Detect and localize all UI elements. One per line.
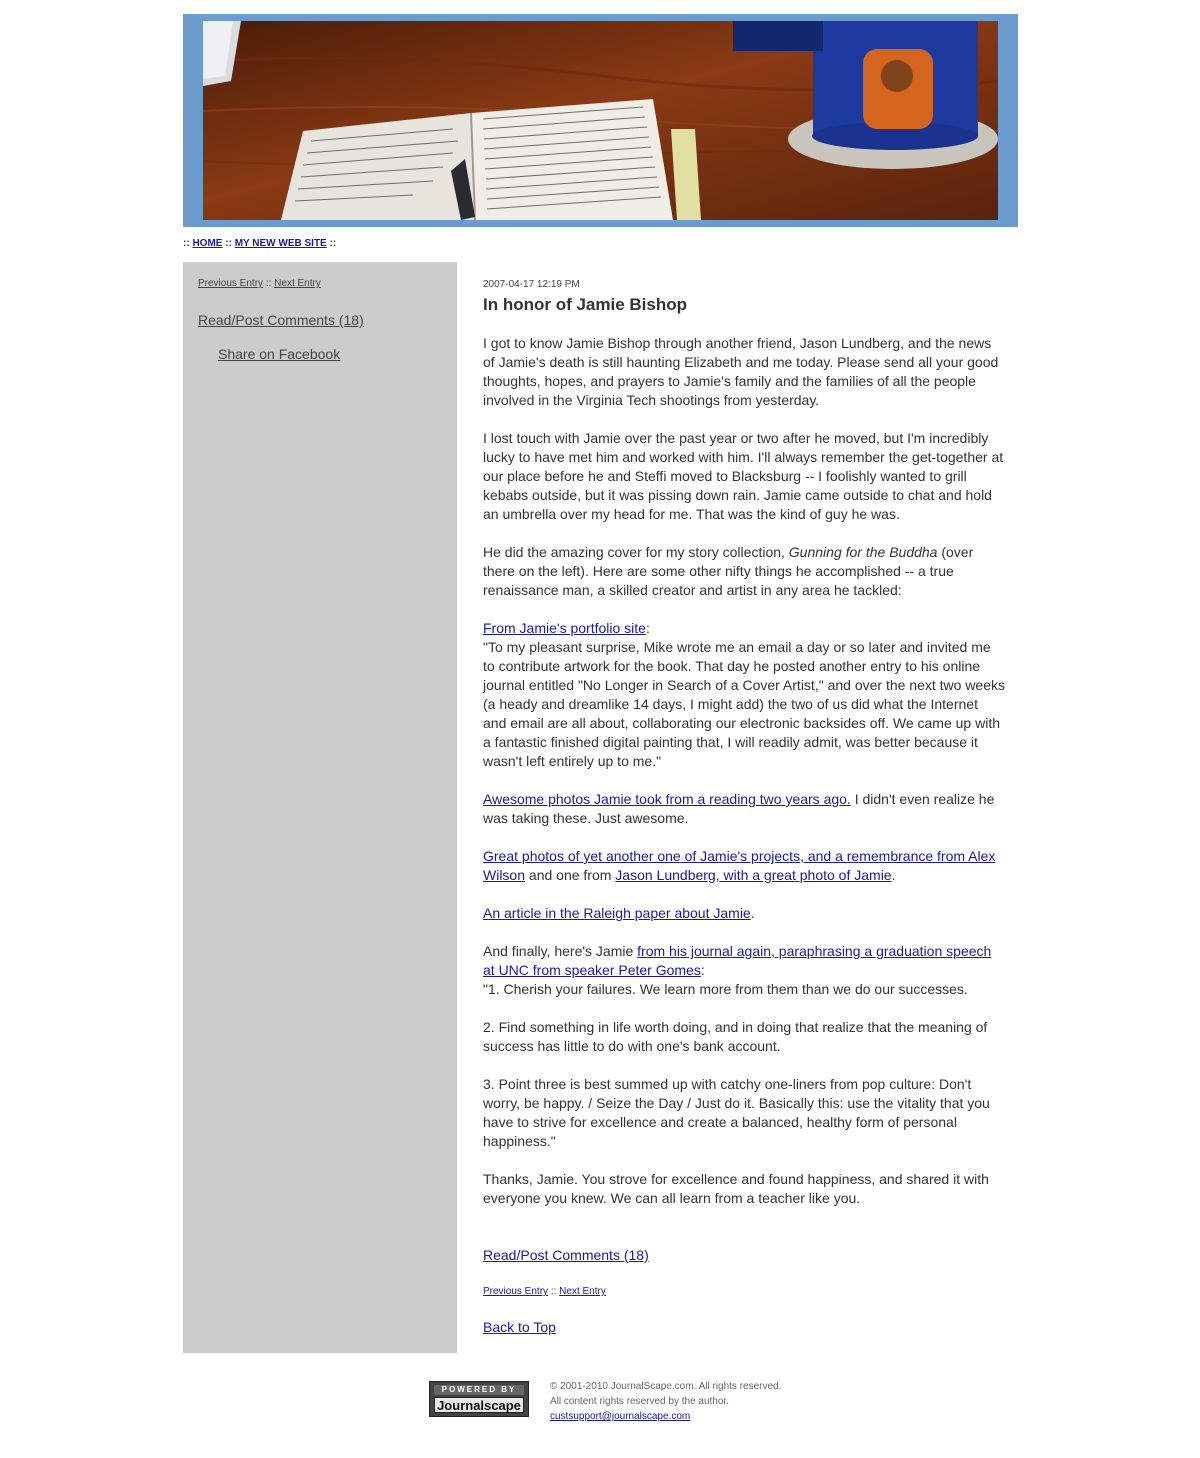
badge-top-text: POWERED BY bbox=[434, 1385, 524, 1395]
post-paragraph bbox=[483, 904, 1005, 923]
speech-quote: "1. Cherish your failures. We learn more from them than we do our successes. bbox=[483, 981, 968, 997]
nav-separator: :: bbox=[225, 238, 232, 249]
post-previous-entry-link[interactable]: Previous Entry bbox=[483, 1286, 549, 1297]
alex-wilson-remembrance-link[interactable]: Great photos of yet another one of Jamie's projects, and a remembrance from Alex Wilson bbox=[483, 848, 996, 883]
post-title: In honor of Jamie Bishop bbox=[483, 295, 688, 314]
rights-text: All content rights reserved by the author. bbox=[550, 1396, 729, 1407]
reading-photos-link[interactable]: Awesome photos Jamie took from a reading two years ago. bbox=[483, 791, 851, 807]
entry-nav-separator: :: bbox=[265, 278, 272, 289]
powered-by-journalscape-badge[interactable] bbox=[429, 1381, 529, 1417]
entry-nav-separator: :: bbox=[550, 1286, 557, 1297]
post-entry-nav bbox=[483, 1282, 1005, 1301]
my-new-web-site-link[interactable]: MY NEW WEB SITE bbox=[234, 238, 327, 249]
text-fragment: He did the amazing cover for my story collection, bbox=[483, 544, 789, 560]
back-to-top-link[interactable]: Back to Top bbox=[483, 1319, 556, 1335]
post-paragraph bbox=[483, 847, 1005, 885]
post-paragraph bbox=[483, 543, 1005, 600]
post-comments-link[interactable]: Read/Post Comments (18) bbox=[483, 1247, 649, 1263]
post-body bbox=[483, 334, 1005, 1337]
sidebar-entry-nav bbox=[198, 278, 321, 289]
sidebar bbox=[183, 262, 457, 1353]
header-photo-illustration bbox=[203, 21, 998, 220]
support-email-link[interactable]: custsupport@journalscape.com bbox=[550, 1411, 691, 1422]
post-paragraph: 2. Find something in life worth doing, and in doing that realize that the meaning of success has little to do with one's bank account. bbox=[483, 1019, 988, 1054]
share-on-facebook-link[interactable]: Share on Facebook bbox=[218, 346, 341, 362]
text-fragment: And finally, here's Jamie bbox=[483, 943, 638, 959]
sidebar-previous-entry-link[interactable]: Previous Entry bbox=[198, 278, 264, 289]
header-banner bbox=[183, 14, 1018, 227]
book-title: Gunning for the Buddha bbox=[788, 544, 938, 560]
text-fragment: I didn't even realize he was taking these. Just awesome. bbox=[483, 791, 995, 826]
post-paragraph bbox=[483, 942, 1005, 999]
post-content bbox=[483, 278, 1005, 1356]
header-photo-notebook-and-mug bbox=[203, 21, 998, 220]
portfolio-site-link[interactable]: From Jamie's portfolio site bbox=[483, 620, 646, 636]
footer bbox=[429, 1381, 829, 1431]
raleigh-article-link[interactable]: An article in the Raleigh paper about Jamie bbox=[483, 905, 751, 921]
post-paragraph: Thanks, Jamie. You strove for excellence and found happiness, and shared it with everyone you knew. We can all learn from a teacher like you. bbox=[483, 1171, 989, 1206]
footer-text bbox=[550, 1379, 781, 1424]
post-paragraph: 3. Point three is best summed up with catchy one-liners from pop culture: Don't worry, be happy. / Seize the Day / Just do it. Basically this: use the vitality that you have to strive for excellence and create a balanced, healthy form of personal happiness." bbox=[483, 1076, 990, 1149]
post-paragraph bbox=[483, 790, 1005, 828]
sidebar-comments-link[interactable]: Read/Post Comments (18) bbox=[198, 312, 364, 328]
text-fragment: . bbox=[891, 867, 896, 883]
nav-separator: :: bbox=[329, 238, 337, 249]
text-fragment: : bbox=[645, 620, 650, 636]
post-comments-row bbox=[483, 1246, 1005, 1265]
post-paragraph bbox=[483, 619, 1005, 771]
sidebar-next-entry-link[interactable]: Next Entry bbox=[274, 278, 321, 289]
back-to-top-row bbox=[483, 1318, 1005, 1337]
post-next-entry-link[interactable]: Next Entry bbox=[559, 1286, 606, 1297]
top-nav bbox=[183, 238, 336, 249]
jason-lundberg-photo-link[interactable]: Jason Lundberg, with a great photo of Jamie bbox=[615, 867, 892, 883]
text-fragment: (over there on the left). Here are some other nifty things he accomplished -- a true renaissance man, a skilled creator and artist in any area he tackled: bbox=[483, 544, 974, 598]
text-fragment: . bbox=[750, 905, 755, 921]
badge-brand-text: Journalscape bbox=[434, 1397, 524, 1413]
home-link[interactable]: HOME bbox=[192, 238, 223, 249]
portfolio-quote: "To my pleasant surprise, Mike wrote me an email a day or so later and invited me to contribute artwork for the book. That day he posted another entry to his online journal entitled "No Longer in Search of a Cover Artist," and over the next two weeks (a heady and dreamlike 14 days, I might add) the two of us did what the Internet and email are all about, collaborating our electronic backsides off. We came up with a fantastic finished digital painting that, I will readily admit, was better because it wasn't left entirely up to me." bbox=[483, 639, 1005, 769]
graduation-speech-link[interactable]: from his journal again, paraphrasing a graduation speech at UNC from speaker Peter Gomes bbox=[483, 943, 992, 978]
post-date: 2007-04-17 12:19 PM bbox=[483, 279, 580, 290]
post-paragraph: I lost touch with Jamie over the past year or two after he moved, but I'm incredibly lucky to have met him and worked with him. I'll always remember the get-together at our place before he and Steffi moved to Blacksburg -- I foolishly wanted to grill kebabs outside, but it was pissing down rain. Jamie came outside to chat and hold an umbrella over my head for me. That was the kind of guy he was. bbox=[483, 430, 1004, 522]
text-fragment: : bbox=[700, 962, 705, 978]
text-fragment: and one from bbox=[525, 867, 616, 883]
post-paragraph: I got to know Jamie Bishop through another friend, Jason Lundberg, and the news of Jamie's death is still haunting Elizabeth and me today. Please send all your good thoughts, hopes, and prayers to Jamie's family and the families of all the people involved in the Virginia Tech shootings from yesterday. bbox=[483, 335, 999, 408]
nav-separator: :: bbox=[183, 238, 190, 249]
copyright-text: © 2001-2010 JournalScape.com. All rights reserved. bbox=[550, 1381, 782, 1392]
